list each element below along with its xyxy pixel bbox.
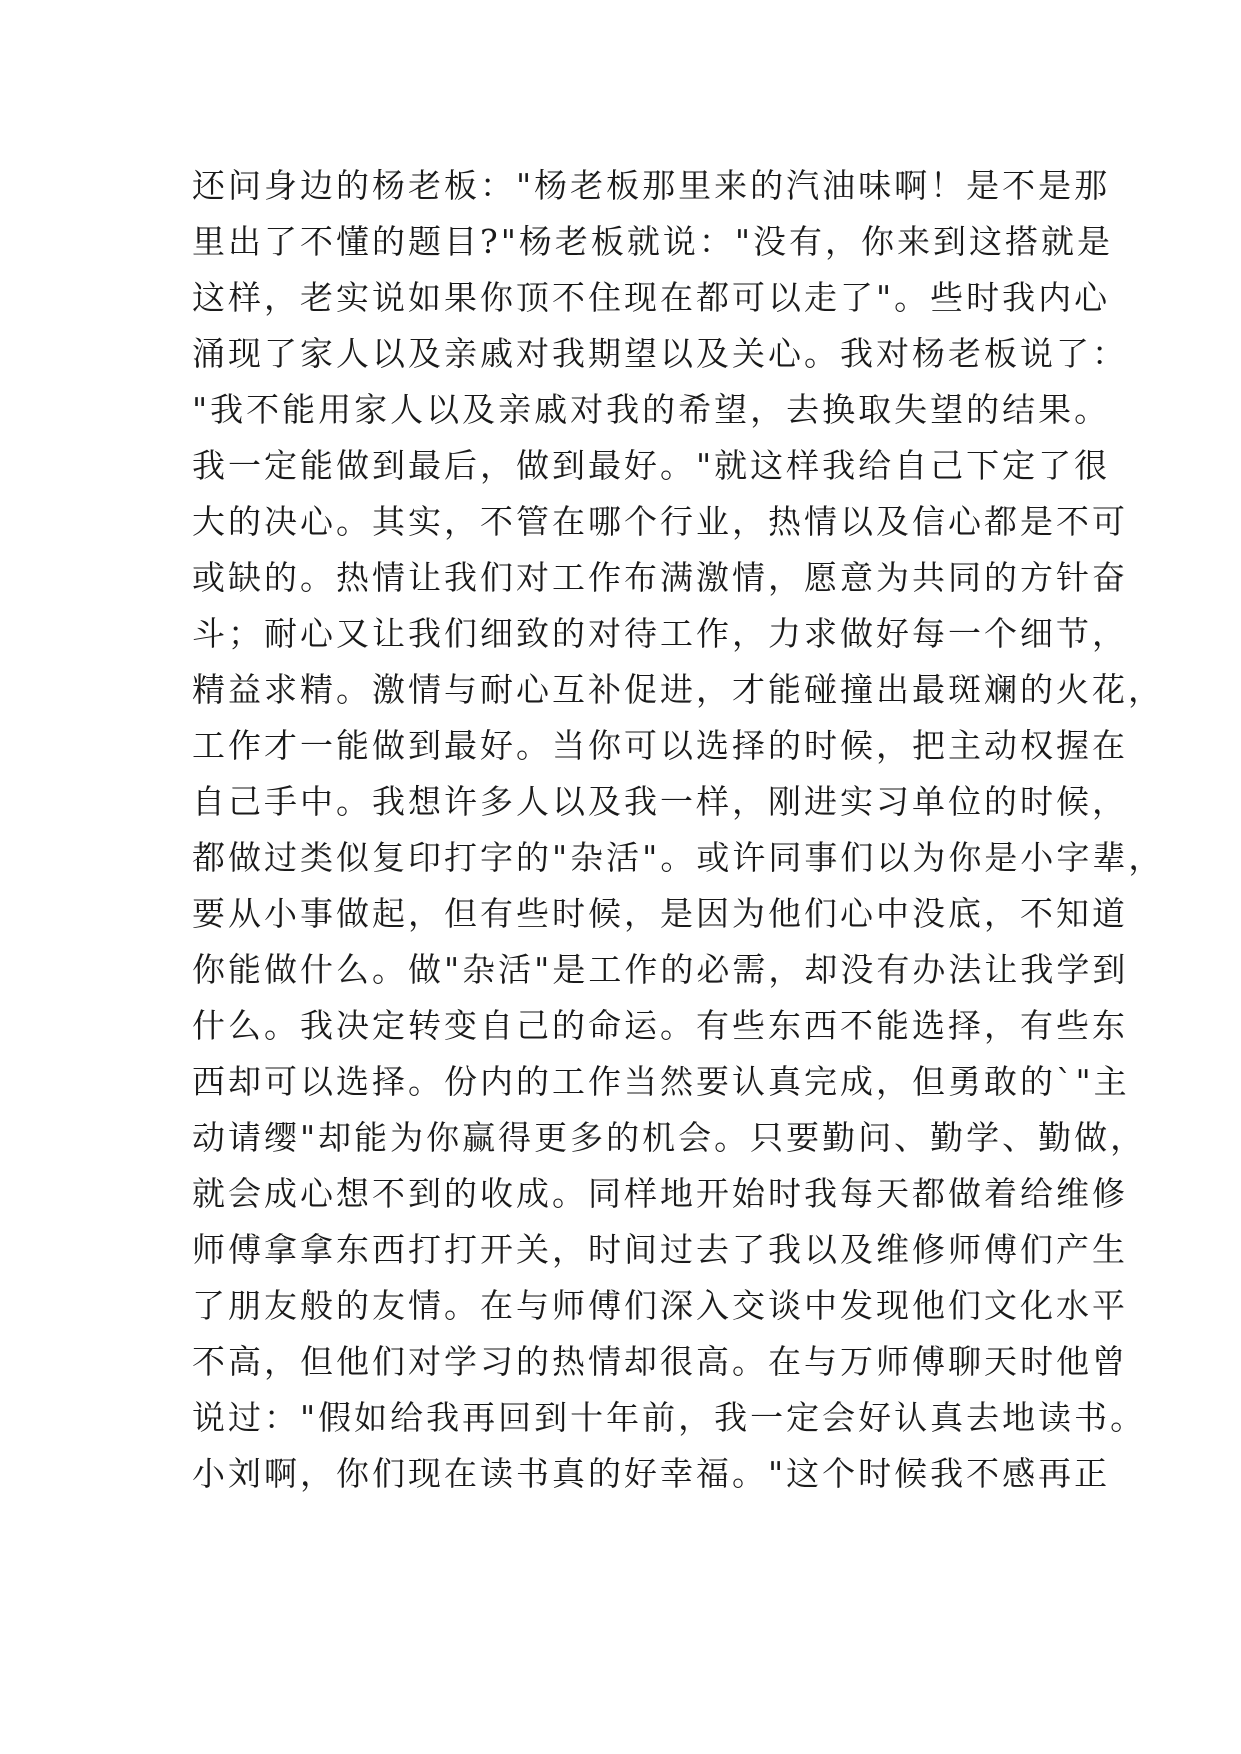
- text-line: 了朋友般的友情。在与师傅们深入交谈中发现他们文化水平: [192, 1286, 1128, 1325]
- text-line: 自己手中。我想许多人以及我一样，刚进实习单位的时候，: [192, 782, 1128, 821]
- text-line: 斗；耐心又让我们细致的对待工作，力求做好每一个细节，: [192, 614, 1128, 653]
- text-line: 里出了不懂的题目?"杨老板就说："没有，你来到这搭就是: [192, 222, 1114, 261]
- text-line: 要从小事做起，但有些时候，是因为他们心中没底，不知道: [192, 894, 1128, 933]
- text-line: 西却可以选择。份内的工作当然要认真完成，但勇敢的`"主: [192, 1062, 1130, 1101]
- text-line: 涌现了家人以及亲戚对我期望以及关心。我对杨老板说了：: [192, 334, 1128, 373]
- text-line: 工作才一能做到最好。当你可以选择的时候，把主动权握在: [192, 726, 1128, 765]
- text-line: "我不能用家人以及亲戚对我的希望，去换取失望的结果。: [192, 390, 1111, 429]
- text-line: 我一定能做到最后，做到最好。"就这样我给自己下定了很: [192, 446, 1111, 485]
- text-line: 或缺的。热情让我们对工作布满激情，愿意为共同的方针奋: [192, 558, 1128, 597]
- text-line: 精益求精。激情与耐心互补促进，才能碰撞出最斑斓的火花，: [192, 670, 1164, 709]
- text-line: 师傅拿拿东西打打开关，时间过去了我以及维修师傅们产生: [192, 1230, 1128, 1269]
- text-line: 就会成心想不到的收成。同样地开始时我每天都做着给维修: [192, 1174, 1128, 1213]
- body-text: [192, 158, 1165, 1502]
- text-line: 不高，但他们对学习的热情却很高。在与万师傅聊天时他曾: [192, 1342, 1128, 1381]
- text-line: 大的决心。其实，不管在哪个行业，热情以及信心都是不可: [192, 502, 1128, 541]
- text-line: 动请缨"却能为你赢得更多的机会。只要勤问、勤学、勤做，: [192, 1118, 1147, 1157]
- text-line: 小刘啊，你们现在读书真的好幸福。"这个时候我不感再正: [192, 1454, 1111, 1493]
- text-line: 还问身边的杨老板："杨老板那里来的汽油味啊！是不是那: [192, 166, 1111, 205]
- text-line: 都做过类似复印打字的"杂活"。或许同事们以为你是小字辈，: [192, 838, 1165, 877]
- text-line: 你能做什么。做"杂活"是工作的必需，却没有办法让我学到: [192, 950, 1129, 989]
- text-line: 说过："假如给我再回到十年前，我一定会好认真去地读书。: [192, 1398, 1147, 1437]
- text-line: 什么。我决定转变自己的命运。有些东西不能选择，有些东: [192, 1006, 1128, 1045]
- text-line: 这样，老实说如果你顶不住现在都可以走了"。些时我内心: [192, 278, 1111, 317]
